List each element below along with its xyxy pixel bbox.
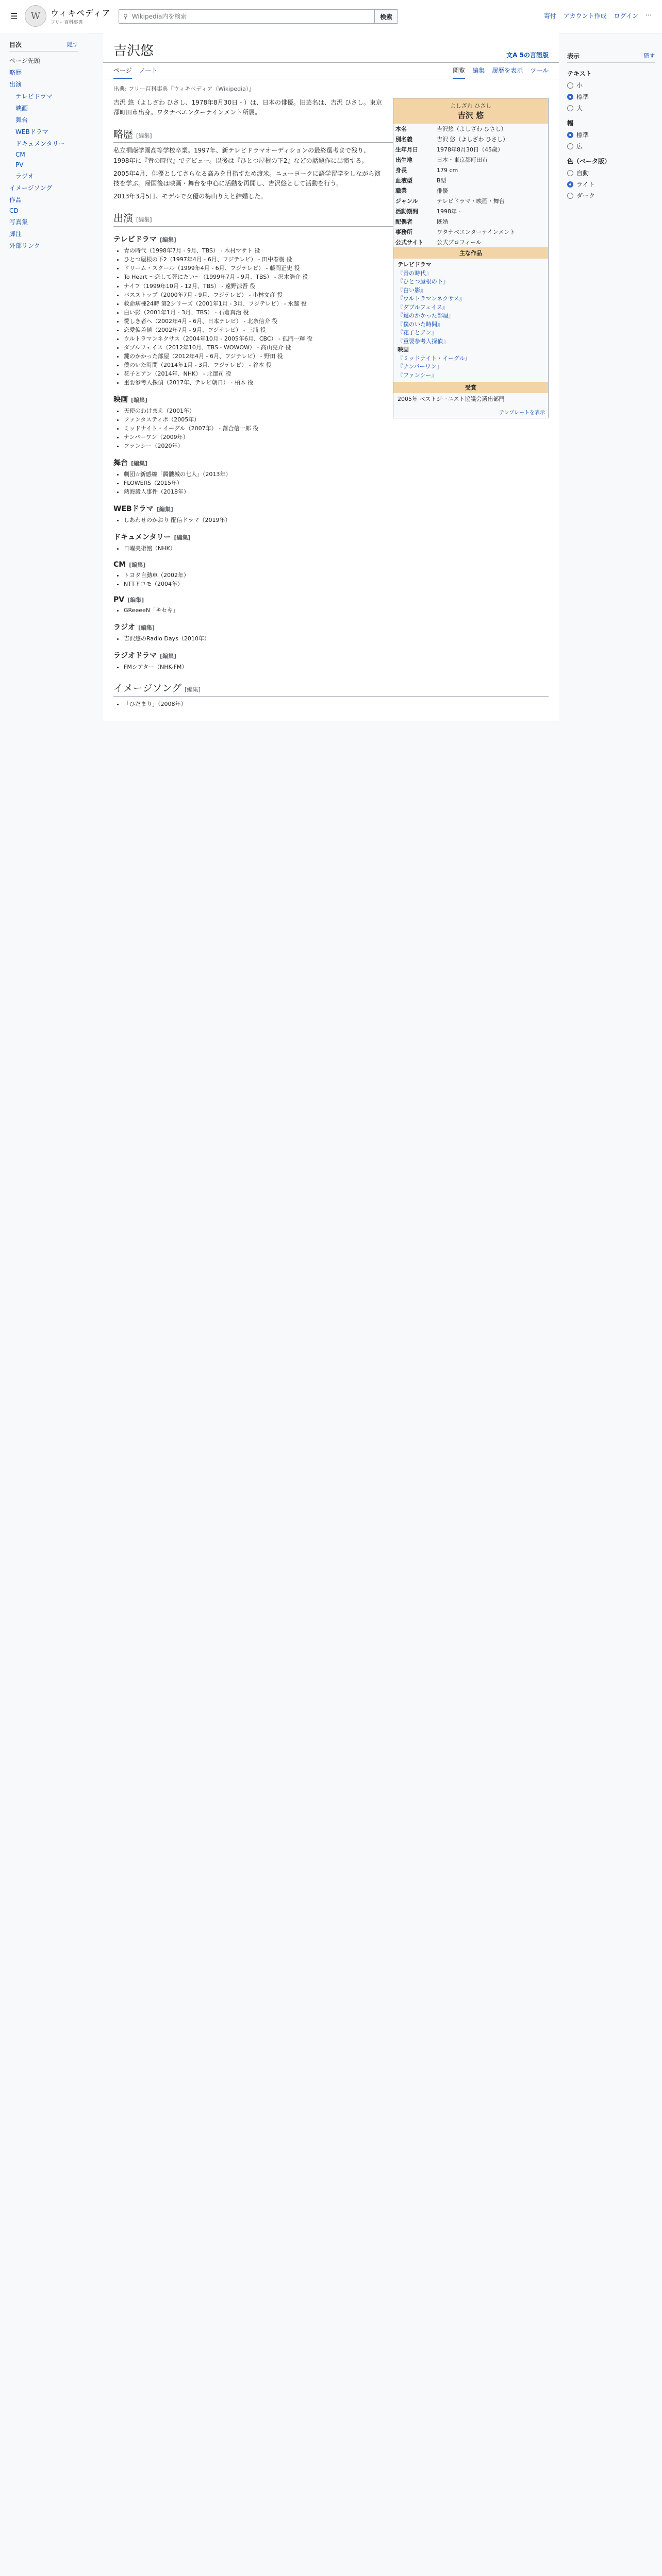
search-button[interactable]: 検索 bbox=[374, 10, 398, 23]
toc-item[interactable]: 舞台 bbox=[15, 116, 28, 124]
list-item: • GReeeeN「キセキ」 bbox=[124, 606, 549, 615]
infobox-row bbox=[393, 124, 548, 134]
radio-option[interactable] bbox=[567, 142, 655, 150]
list-item: • 天使のわけまえ（2001年） bbox=[124, 406, 549, 415]
tab-edit[interactable]: 編集 bbox=[472, 67, 485, 74]
list-item: • 花子とアン（2014年、NHK） - 北澤司 役 bbox=[124, 369, 549, 378]
toc-item[interactable]: CM bbox=[15, 151, 25, 158]
section-documentary-title: ドキュメンタリー bbox=[113, 533, 171, 542]
donate-link[interactable]: 寄付 bbox=[543, 12, 556, 20]
infobox-name: 吉沢 悠 bbox=[457, 111, 484, 120]
menu-icon[interactable]: ☰ bbox=[10, 11, 18, 21]
list-item: • 鍵のかかった部屋（2012年4月 - 6月、フジテレビ） - 野田 役 bbox=[124, 352, 549, 361]
section-drama-title: テレビドラマ bbox=[113, 235, 157, 244]
infobox-film-item[interactable]: 『ナンバーワン』 bbox=[398, 363, 442, 370]
list-item: • 救命病棟24時 第2シリーズ（2001年1月 - 3月、フジテレビ） - 水越 役 bbox=[124, 299, 549, 308]
article-body bbox=[103, 79, 559, 721]
table-of-contents bbox=[0, 33, 88, 259]
toc-item[interactable]: PV bbox=[15, 161, 24, 168]
radio-option[interactable] bbox=[567, 92, 655, 101]
section-web bbox=[113, 503, 549, 514]
pv-list bbox=[113, 606, 549, 615]
tab-read[interactable]: 閲覧 bbox=[453, 66, 465, 79]
infobox-label: 別名義 bbox=[395, 136, 412, 143]
list-item: • FMシアター（NHK-FM） bbox=[124, 663, 549, 671]
section-stage bbox=[113, 457, 549, 468]
infobox bbox=[393, 98, 549, 418]
infobox-drama-item[interactable]: 『ダブルフェイス』 bbox=[398, 303, 448, 311]
documentary-list bbox=[113, 544, 549, 553]
infobox-label: 本名 bbox=[395, 126, 407, 132]
infobox-film-list bbox=[398, 354, 544, 380]
radio-button[interactable] bbox=[567, 105, 573, 111]
toc-item[interactable]: 外部リンク bbox=[9, 242, 40, 249]
list-item: • 愛しき者へ（2002年4月 - 6月、日本テレビ） - 北条信介 役 bbox=[124, 317, 549, 326]
radio-label: 小 bbox=[576, 82, 583, 89]
infobox-kana: よしざわ ひさし bbox=[450, 103, 492, 109]
list-item: • FLOWERS（2015年） bbox=[124, 479, 549, 487]
list-item: • 恋愛偏差値（2002年7月 - 9月、フジテレビ） - 三浦 役 bbox=[124, 326, 549, 334]
edit-link[interactable]: [編集] bbox=[159, 236, 176, 244]
tab-page[interactable]: ページ bbox=[113, 66, 132, 79]
list-item: • 重要参考人探偵（2017年、テレビ朝日） - 柏木 役 bbox=[124, 378, 549, 387]
section-career-title: 略歴 bbox=[113, 129, 134, 141]
toc-item[interactable]: 略歴 bbox=[9, 69, 22, 76]
list-item: • ナイフ（1999年10月 - 12月、TBS） - 遠野涼吾 役 bbox=[124, 282, 549, 291]
infobox-label: 配偶者 bbox=[395, 218, 412, 225]
edit-link[interactable]: [編集] bbox=[156, 506, 173, 513]
infobox-drama-item[interactable]: 『ウルトラマンネクサス』 bbox=[398, 295, 465, 302]
list-item: • ひとつ屋根の下2（1997年4月 - 6月、フジテレビ） - 田中春樹 役 bbox=[124, 255, 549, 264]
width-options bbox=[567, 130, 655, 150]
wordmark bbox=[51, 7, 111, 25]
infobox-drama-label: テレビドラマ bbox=[398, 261, 432, 268]
infobox-label: 生年月日 bbox=[395, 146, 418, 153]
infobox-row bbox=[393, 134, 548, 144]
radio-option[interactable] bbox=[567, 191, 655, 200]
list-item: • To Heart 〜恋して死にたい〜（1999年7月 - 9月、TBS） - 沢木浩介 役 bbox=[124, 273, 549, 281]
toc-item[interactable]: 脚注 bbox=[9, 230, 22, 238]
section-radio-drama-title: ラジオドラマ bbox=[113, 651, 157, 660]
intro-paragraph: 吉沢 悠（よしざわ ひさし、1978年8月30日 - ）は、日本の俳優。旧芸名は、吉沢 ひさし。東京都町田市出身。ワタナベエンターテインメント所属。 bbox=[113, 99, 382, 116]
radio-button[interactable] bbox=[567, 170, 573, 176]
appearance-hide-button[interactable]: 隠す bbox=[643, 53, 655, 59]
language-button[interactable]: 文A 5の言語版 bbox=[506, 52, 549, 59]
infobox-value: 既婚 bbox=[437, 218, 448, 225]
create-account-link[interactable]: アカウント作成 bbox=[563, 12, 607, 20]
edit-link[interactable]: [編集] bbox=[160, 652, 177, 659]
edit-link[interactable]: [編集] bbox=[127, 596, 144, 603]
radio-label: 自動 bbox=[576, 170, 589, 177]
radio-label: 大 bbox=[576, 105, 583, 112]
radio-option[interactable] bbox=[567, 168, 655, 177]
title-row bbox=[103, 33, 559, 63]
infobox-film-item[interactable]: 『ファンシー』 bbox=[398, 371, 437, 379]
infobox-row bbox=[393, 155, 548, 165]
stage-list bbox=[113, 470, 549, 496]
section-film-title: 映画 bbox=[113, 396, 128, 404]
radio-list bbox=[113, 634, 549, 643]
list-item: • トヨタ自動車（2002年） bbox=[124, 571, 549, 580]
appearance-title: 表示 bbox=[567, 53, 580, 60]
list-item: • 日曜美術館（NHK） bbox=[124, 544, 549, 553]
radio-button[interactable] bbox=[567, 143, 573, 149]
infobox-label: 出生地 bbox=[395, 157, 412, 163]
list-item: • 青の時代（1998年7月 - 9月、TBS） - 木村マサト 役 bbox=[124, 246, 549, 255]
edit-link[interactable]: [編集] bbox=[138, 624, 155, 631]
toc-item[interactable]: イメージソング bbox=[9, 184, 53, 192]
width-label: 幅 bbox=[567, 120, 574, 127]
section-cm bbox=[113, 561, 549, 569]
toc-item[interactable]: 写真集 bbox=[9, 218, 28, 226]
infobox-template-link[interactable]: テンプレートを表示 bbox=[499, 410, 545, 416]
appearance-header bbox=[567, 52, 655, 63]
color-label: 色（ベータ版） bbox=[567, 158, 611, 165]
infobox-row bbox=[393, 144, 548, 155]
toc-top[interactable]: ページ先頭 bbox=[9, 57, 40, 64]
toc-item[interactable]: 映画 bbox=[15, 105, 28, 112]
section-pv bbox=[113, 596, 549, 604]
list-item: • しあわせのかおり 配信ドラマ（2019年） bbox=[124, 516, 549, 524]
toc-item[interactable]: CD bbox=[9, 207, 19, 214]
infobox-film-label: 映画 bbox=[398, 346, 409, 353]
radio-button[interactable] bbox=[567, 181, 573, 188]
infobox-value: 1998年 - bbox=[437, 208, 461, 215]
tab-tools[interactable]: ツール bbox=[530, 67, 549, 74]
list-item: • 「ひだまり」（2008年） bbox=[124, 700, 549, 708]
search-icon: ⚲ bbox=[123, 13, 128, 20]
toc-item[interactable]: 出演 bbox=[9, 81, 22, 88]
infobox-label: 活動期間 bbox=[395, 208, 418, 215]
toc-hide-button[interactable]: 隠す bbox=[67, 41, 78, 48]
infobox-value: 吉沢悠（よしざわ ひさし） bbox=[437, 126, 507, 132]
infobox-drama-item[interactable]: 『鍵のかかった部屋』 bbox=[398, 312, 454, 319]
infobox-row bbox=[393, 175, 548, 185]
list-item: • ミッドナイト・イーグル（2007年） - 落合信一郎 役 bbox=[124, 424, 549, 433]
infobox-value: ワタナベエンターテインメント bbox=[437, 229, 516, 235]
list-item: • 僕のいた時間（2014年1月 - 3月、フジテレビ） - 谷本 役 bbox=[124, 361, 549, 369]
radio-option[interactable] bbox=[567, 130, 655, 139]
tab-talk[interactable]: ノート bbox=[139, 67, 158, 74]
globe-icon: W bbox=[25, 5, 46, 27]
radio-drama-list bbox=[113, 663, 549, 671]
section-radio-drama bbox=[113, 650, 549, 660]
career-paragraph: 2005年4月、俳優としてさらなる高みを目指すため渡米。ニューヨークに語学留学をしながら演技を学ぶ。帰国後は映画・舞台を中心に活動を再開し、吉沢悠として活動を行う。 bbox=[113, 170, 381, 187]
edit-link[interactable]: [編集] bbox=[129, 561, 146, 568]
section-cm-title: CM bbox=[113, 560, 126, 569]
infobox-label: 血液型 bbox=[395, 177, 412, 184]
color-options bbox=[567, 168, 655, 200]
section-documentary bbox=[113, 532, 549, 542]
radio-label: 広 bbox=[576, 143, 583, 150]
radio-button[interactable] bbox=[567, 193, 573, 199]
radio-label: 標準 bbox=[576, 93, 589, 100]
toc-header bbox=[9, 40, 78, 52]
infobox-header bbox=[393, 98, 548, 124]
radio-option[interactable] bbox=[567, 104, 655, 112]
web-list bbox=[113, 516, 549, 524]
appearance-panel bbox=[567, 52, 655, 202]
toc-item[interactable]: ドキュメンタリー bbox=[15, 140, 65, 147]
infobox-value: B型 bbox=[437, 177, 446, 184]
login-link[interactable]: ログイン bbox=[614, 12, 638, 20]
edit-link[interactable]: [編集] bbox=[185, 686, 201, 693]
career-paragraph: 2013年3月5日、モデルで女優の梅山りえと結婚した。 bbox=[113, 193, 267, 200]
infobox-row bbox=[393, 185, 548, 196]
radio-option[interactable] bbox=[567, 180, 655, 189]
career-paragraph: 私立桐蔭学園高等学校卒業。1997年、新テレビドラマオーディションの最終選考まで残り、1998年に『青の時代』でデビュー。以後は『ひとつ屋根の下2』などの話題作に出演する。 bbox=[113, 147, 370, 164]
radio-label: ダーク bbox=[576, 192, 595, 199]
toc-list bbox=[9, 66, 78, 251]
infobox-value: 1978年8月30日（45歳） bbox=[437, 146, 503, 153]
section-image-song-title: イメージソング bbox=[113, 682, 182, 694]
infobox-drama-list bbox=[398, 269, 544, 346]
list-item: • ウルトラマンネクサス（2004年10月 - 2005年6月、CBC） - 孤門一輝 役 bbox=[124, 334, 549, 343]
infobox-label: 公式サイト bbox=[395, 239, 424, 246]
radio-label: ライト bbox=[576, 181, 595, 188]
infobox-film-item[interactable]: 『ミッドナイト・イーグル』 bbox=[398, 354, 471, 362]
page-title: 吉沢悠 bbox=[113, 43, 154, 59]
infobox-value: 179 cm bbox=[437, 166, 458, 174]
section-pv-title: PV bbox=[113, 595, 125, 604]
infobox-drama-item[interactable]: 『重要参考人探偵』 bbox=[398, 337, 449, 345]
radio-button[interactable] bbox=[567, 82, 573, 89]
infobox-label: ジャンル bbox=[395, 198, 418, 205]
infobox-row bbox=[393, 216, 548, 227]
infobox-label: 職業 bbox=[395, 188, 407, 194]
section-web-title: WEBドラマ bbox=[113, 505, 154, 514]
infobox-row bbox=[393, 227, 548, 237]
toc-item[interactable]: テレビドラマ bbox=[15, 93, 53, 100]
toc-item[interactable]: 作品 bbox=[9, 196, 22, 204]
toc-label: 目次 bbox=[9, 41, 22, 48]
infobox-table bbox=[393, 124, 548, 247]
list-item: • 熱海殺人事件（2018年） bbox=[124, 487, 549, 496]
infobox-works-title: 主な作品 bbox=[393, 247, 548, 259]
infobox-award: 2005年 ベストジーニスト協議会選出部門 bbox=[398, 396, 505, 402]
infobox-row bbox=[393, 165, 548, 175]
infobox-drama-item[interactable]: 『青の時代』 bbox=[398, 269, 432, 277]
infobox-value: 吉沢 悠（よしざわ ひさし） bbox=[437, 136, 508, 143]
infobox-row bbox=[393, 196, 548, 206]
infobox-value: テレビドラマ・映画・舞台 bbox=[437, 198, 505, 205]
toc-item[interactable]: ラジオ bbox=[15, 173, 35, 180]
infobox-label: 身長 bbox=[395, 167, 407, 174]
logo-subtitle: フリー百科事典 bbox=[51, 20, 83, 25]
infobox-drama-item[interactable]: 『白い影』 bbox=[398, 286, 426, 294]
list-item: • 劇団☆新感線「髑髏城の七人」（2013年） bbox=[124, 470, 549, 479]
list-item: • NTTドコモ（2004年） bbox=[124, 580, 549, 588]
infobox-drama-item[interactable]: 『僕のいた時間』 bbox=[398, 320, 443, 328]
wikipedia-logo[interactable] bbox=[25, 5, 111, 27]
logo-title: ウィキペディア bbox=[51, 8, 111, 18]
section-stage-title: 舞台 bbox=[113, 459, 128, 468]
edit-link[interactable]: [編集] bbox=[136, 216, 152, 224]
site-header bbox=[0, 0, 662, 33]
infobox-label: 事務所 bbox=[395, 229, 412, 235]
toc-item[interactable]: WEBドラマ bbox=[15, 128, 48, 135]
radio-button[interactable] bbox=[567, 132, 573, 138]
edit-link[interactable]: [編集] bbox=[131, 397, 148, 404]
text-size-label: テキスト bbox=[567, 70, 592, 77]
tab-history[interactable]: 履歴を表示 bbox=[492, 67, 523, 74]
list-item: • ドリーム・スクール（1999年4月 - 6月、フジテレビ） - 藤岡正史 役 bbox=[124, 264, 549, 273]
infobox-works bbox=[393, 259, 548, 382]
list-item: • ダブルフェイス（2012年10月、TBS・WOWOW） - 高山亮介 役 bbox=[124, 343, 549, 352]
infobox-row bbox=[393, 206, 548, 216]
edit-link[interactable]: [編集] bbox=[136, 132, 152, 140]
infobox-row bbox=[393, 237, 548, 247]
list-item: • ファンシー（2020年） bbox=[124, 442, 549, 450]
section-appearances-title: 出演 bbox=[113, 213, 134, 225]
section-radio-title: ラジオ bbox=[113, 623, 135, 632]
page-tabs bbox=[103, 63, 559, 79]
edit-link[interactable]: [編集] bbox=[131, 460, 148, 467]
infobox-value: 公式プロフィール bbox=[437, 239, 482, 246]
list-item: • 白い影（2001年1月 - 3月、TBS） - 石倉真治 役 bbox=[124, 308, 549, 317]
main-content bbox=[103, 33, 559, 721]
text-size-options bbox=[567, 81, 655, 112]
section-radio bbox=[113, 622, 549, 632]
user-links bbox=[544, 11, 652, 20]
image-song-list bbox=[113, 700, 549, 708]
search-input[interactable] bbox=[131, 12, 374, 21]
source-note: 出典: フリー百科事典『ウィキペディア（Wikipedia）』 bbox=[113, 86, 255, 92]
radio-label: 標準 bbox=[576, 131, 589, 139]
infobox-award-title: 受賞 bbox=[393, 382, 548, 393]
search-box bbox=[119, 9, 398, 24]
edit-link[interactable]: [編集] bbox=[174, 534, 191, 541]
list-item: • ファンタスティポ（2005年） bbox=[124, 415, 549, 424]
list-item: • 吉沢悠のRadio Days（2010年） bbox=[124, 634, 549, 643]
list-item: • ナンバーワン（2009年） bbox=[124, 433, 549, 442]
radio-option[interactable] bbox=[567, 81, 655, 90]
infobox-drama-item[interactable]: 『ひとつ屋根の下』 bbox=[398, 278, 449, 285]
radio-button[interactable] bbox=[567, 94, 573, 100]
cm-list bbox=[113, 571, 549, 588]
list-item: • バスストップ（2000年7月 - 9月、フジテレビ） - 小林文彦 役 bbox=[124, 291, 549, 299]
section-image-song bbox=[113, 681, 549, 697]
infobox-drama-item[interactable]: 『花子とアン』 bbox=[398, 329, 437, 336]
infobox-value: 日本・東京都町田市 bbox=[437, 157, 488, 163]
infobox-value: 俳優 bbox=[437, 188, 448, 194]
more-icon[interactable]: ⋯ bbox=[646, 11, 652, 19]
